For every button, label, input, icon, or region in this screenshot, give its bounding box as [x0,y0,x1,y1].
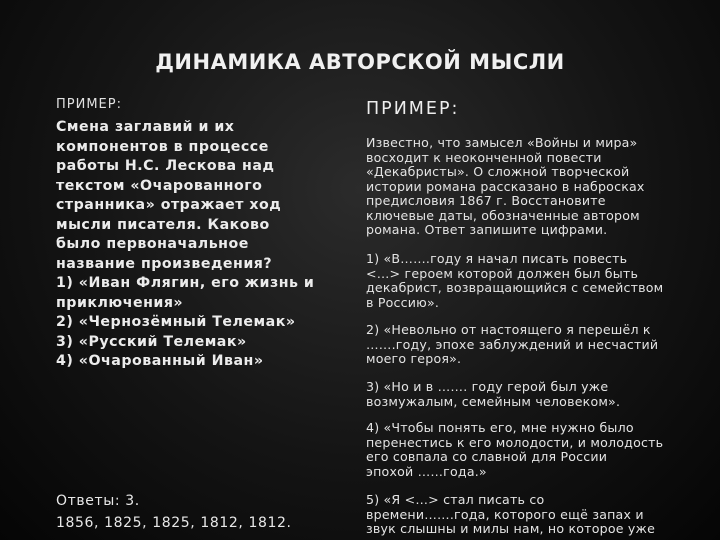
intro-line: восходит к неоконченной повести [366,149,602,165]
right-example-label: ПРИМЕР: [366,99,460,119]
quote-line: звук слышны и милы нам, но которое уже [366,521,656,536]
intro-line: романа. Ответ запишите цифрами. [366,222,608,237]
slide-title: ДИНАМИКА АВТОРСКОЙ МЫСЛИ [155,50,565,74]
quote-5 [366,493,655,537]
quote-line: возмужалым, семейным человеком». [366,393,621,409]
quote-line: эпохой ……года.» [366,463,487,479]
question-line: название произведения? [56,255,273,272]
quote-line: перенестись к его молодости, и молодость [366,434,664,450]
intro-line: предисловия 1867 г. Восстановите [366,193,606,208]
quote-1 [366,252,663,310]
question-line: Смена заглавий и их [56,119,235,135]
quote-line: 2) «Невольно от настоящего я перешёл к [366,322,651,337]
question-line: странника» отражает ход [56,197,282,213]
option-1: 1) «Иван Флягин, его жизнь и [56,275,315,291]
left-example-label: ПРИМЕР: [56,97,122,112]
question-line: мысли писателя. Каково [56,216,270,233]
quote-line: 3) «Но и в ……. году герой был уже [366,379,609,394]
answers-line: 1856, 1825, 1825, 1812, 1812. [56,515,292,531]
quote-line: <…> героем которой должен был быть [366,265,639,281]
task-intro [366,136,645,238]
intro-line: ключевые даты, обозначенные автором [366,207,640,223]
quote-line: времени…….года, которого ещё запах и [366,506,644,522]
quote-line: …….году, эпохе заблуждений и несчастий [366,336,659,352]
quote-line: 1) «В…….году я начал писать повесть [366,251,628,266]
question-line: текстом «Очарованного [56,177,263,194]
option-4: 4) «Очарованный Иван» [56,353,264,369]
quote-3 [366,380,620,409]
question-line: работы Н.С. Лескова над [56,158,275,174]
quote-line: 5) «Я <…> стал писать со [366,492,545,507]
quote-line: в Россию». [366,294,440,310]
answers-line: Ответы: 3. [56,493,140,509]
answers-text [56,490,356,534]
quote-line: декабрист, возвращающийся с семейством [366,280,664,295]
intro-line: Известно, что замысел «Войны и мира» [366,135,638,150]
option-1-continued: приключения» [56,294,184,311]
question-text [56,118,346,372]
quote-2 [366,323,658,367]
right-column [366,99,711,536]
option-3: 3) «Русский Телемак» [56,333,247,350]
intro-line: истории романа рассказано в набросках [366,178,645,194]
quote-4 [366,421,663,479]
question-line: было первоначальное [56,236,249,252]
question-line: компонентов в процессе [56,138,269,155]
intro-line: «Декабристы». О сложной творческой [366,164,630,179]
quote-line: моего героя». [366,351,462,366]
quote-line: 4) «Чтобы понять его, мне нужно было [366,420,634,435]
left-column [56,97,346,372]
option-2: 2) «Чернозёмный Телемак» [56,314,296,330]
quote-line: его совпала со славной для России [366,449,608,464]
